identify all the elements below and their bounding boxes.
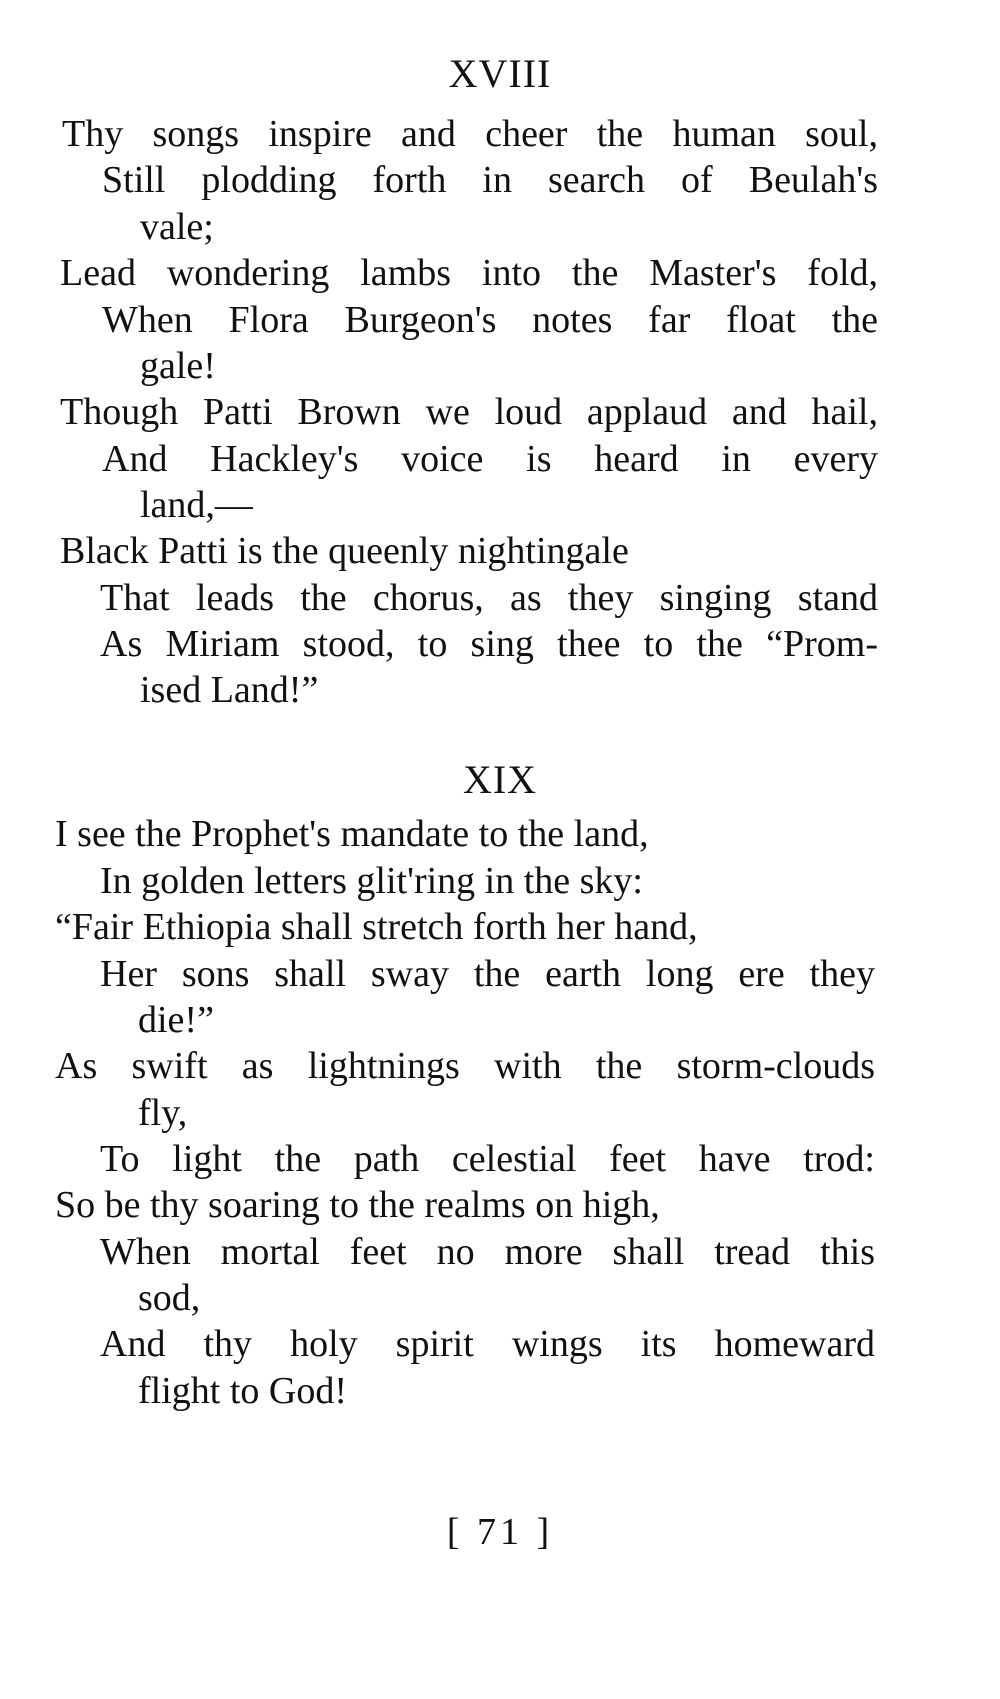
poem-line: Black Patti is the queenly nightingale (60, 530, 629, 572)
poem-line: land,— (140, 484, 253, 526)
poem-line: As Miriam stood, to sing thee to the “Prom- (100, 623, 878, 665)
poem-line: sod, (138, 1277, 201, 1319)
poem-line: To light the path celestial feet have trod: (100, 1138, 875, 1180)
poem-line: vale; (140, 206, 214, 248)
poem-line: And thy holy spirit wings its homeward (100, 1323, 875, 1365)
poem-line: die!” (138, 999, 214, 1041)
page-number: [ 71 ] (446, 1511, 554, 1553)
poem-line: As swift as lightnings with the storm-clouds (55, 1045, 875, 1087)
poem-line: When mortal feet no more shall tread this (100, 1231, 875, 1273)
stanza-heading-xviii: XVIII (448, 51, 552, 96)
poem-line: So be thy soaring to the realms on high, (55, 1184, 660, 1226)
poem-line: That leads the chorus, as they singing stand (100, 577, 878, 619)
poem-line: And Hackley's voice is heard in every (102, 438, 878, 480)
poem-line: I see the Prophet's mandate to the land, (55, 813, 649, 855)
poem-line: Thy songs inspire and cheer the human soul, (62, 113, 878, 155)
poem-line: flight to God! (138, 1370, 347, 1412)
poem-line: Though Patti Brown we loud applaud and hail, (60, 391, 878, 433)
stanza-heading-xix: XIX (462, 757, 538, 802)
poem-line: Her sons shall sway the earth long ere they (100, 953, 875, 995)
poem-line: “Fair Ethiopia shall stretch forth her hand, (55, 906, 698, 948)
poem-line: When Flora Burgeon's notes far float the (102, 299, 878, 341)
poem-line: fly, (138, 1092, 188, 1134)
poem-line: gale! (140, 345, 216, 387)
poem-line: ised Land!” (140, 669, 319, 711)
poem-line: Still plodding forth in search of Beulah's (102, 159, 878, 201)
poem-line: Lead wondering lambs into the Master's fold, (60, 252, 878, 294)
poem-line: In golden letters glit'ring in the sky: (100, 860, 643, 902)
